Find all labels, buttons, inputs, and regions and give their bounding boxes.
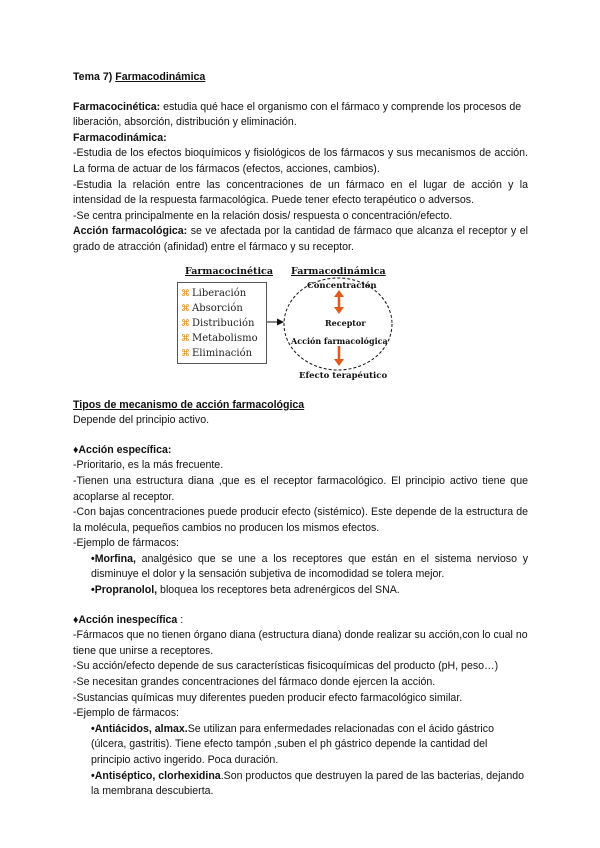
accion-farmacologica-text: se ve afectada por la cantidad de fármaco que alcanza el receptor y el grado de atracción (afinidad) entre el fármaco y su receptor. — [73, 225, 528, 253]
accion-inespecifica-section — [73, 613, 528, 800]
diagram-receptor: Receptor — [325, 317, 366, 328]
inespecifica-line: -Su acción/efecto depende de sus características fisicoquímicas del producto (pH, peso…) — [73, 660, 499, 673]
example-name: •Antiácidos, almax. — [91, 722, 188, 735]
accion-farmacologica-paragraph — [73, 224, 528, 255]
diagram-concentration: Concentración — [307, 280, 377, 291]
bullet-icon: ⌘ — [181, 348, 190, 359]
accion-especifica-section — [73, 443, 528, 599]
inespecifica-example — [73, 769, 528, 800]
tipos-subtitle: Depende del principio activo. — [73, 414, 210, 427]
example-text: bloquea los receptores beta adrenérgicos del SNA. — [157, 584, 400, 597]
fd-line: -Estudia la relación entre las concentraciones de un fármaco en el lugar de acción y la intensidad de la respuesta farmacológica. Puede tener efecto terapéutico o adversos. — [73, 178, 528, 207]
especifica-example — [73, 552, 528, 583]
farmacodinamica-label: Farmacodinámica: — [73, 131, 167, 144]
title-prefix: Tema 7) — [73, 71, 113, 83]
accion-inespecifica-title: ♦Acción inespecífica — [73, 613, 178, 626]
example-text: Se utilizan para enfermedades relacionadas con el ácido gástrico (úlcera, gastritis). Tiene efecto tampón ,suben el ph gástrico depende la cantidad del principio activo ingerido. Poca duración. — [91, 722, 494, 766]
bullet-icon: ⌘ — [181, 333, 190, 344]
diagram-effect: Efecto terapéutico — [299, 370, 388, 381]
accion-inespecifica-title-suffix: : — [177, 613, 184, 626]
diagram-left-item-label: Eliminación — [192, 347, 253, 359]
farmacocinetica-paragraph — [73, 100, 528, 131]
bullet-icon: ⌘ — [181, 288, 190, 299]
example-name: •Propranolol, — [91, 584, 158, 597]
example-text: .Son productos que destruyen la pared de las bacterias, dejando la membrana descubierta. — [91, 769, 524, 798]
accion-especifica-title: ♦Acción específica: — [73, 443, 172, 456]
inespecifica-line: -Ejemplo de fármacos: — [73, 707, 179, 720]
bullet-icon: ⌘ — [181, 318, 190, 329]
pharmacology-diagram — [73, 262, 528, 394]
especifica-example — [73, 583, 528, 599]
example-name: •Morfina, — [91, 552, 136, 565]
inespecifica-example — [73, 722, 528, 769]
inespecifica-line: -Sustancias químicas muy diferentes pueden producir efecto farmacológico similar. — [73, 691, 463, 704]
especifica-line: -Prioritario, es la más frecuente. — [73, 459, 224, 472]
farmacocinetica-label: Farmacocinética: — [73, 100, 161, 113]
fd-line: -Se centra principalmente en la relación dosis/ respuesta o concentración/efecto. — [73, 209, 453, 222]
tipos-title: Tipos de mecanismo de acción farmacológica — [73, 398, 305, 411]
page-title — [73, 70, 528, 86]
inespecifica-line: -Se necesitan grandes concentraciones del fármaco donde ejercen la acción. — [73, 676, 436, 689]
diagram-left-item-label: Absorción — [192, 302, 243, 314]
especifica-line: -Con bajas concentraciones puede producir efecto (sistémico). Este depende de la estructura de la molécula, pequeños cambios no producen los mismos efectos. — [73, 506, 528, 534]
document-page — [73, 70, 528, 800]
title-main: Farmacodinámica — [115, 71, 206, 83]
especifica-line: -Ejemplo de fármacos: — [73, 537, 179, 550]
example-text: analgésico que se une a los receptores que están en el sistema nervioso y disminuye el dolor y la sensación subjetiva de incomodidad se tolera mejor. — [91, 552, 528, 581]
diagram-action: Acción farmacológica — [291, 335, 388, 346]
diagram-left-item-label: Metabolismo — [192, 332, 258, 344]
farmacocinetica-text: estudia qué hace el organismo con el fármaco y comprende los procesos de liberación, absorción, distribución y eliminación. — [73, 100, 522, 129]
inespecifica-line: -Fármacos que no tienen órgano diana (estructura diana) donde realizar su acción,con lo cual no tiene que unirse a receptores. — [73, 629, 528, 657]
example-name: •Antiséptico, clorhexidina — [91, 769, 221, 782]
accion-inespecifica-heading — [73, 613, 528, 629]
diagram-left-item-label: Distribución — [192, 317, 255, 329]
especifica-line: -Tienen una estructura diana ,que es el receptor farmacológico. El principio activo tiene que acoplarse al receptor. — [73, 474, 528, 503]
fd-line: -Estudia de los efectos bioquímicos y fisiológicos de los fármacos y sus mecanismos de acción. La forma de actuar de los fármacos (efectos, acciones, cambios). — [73, 147, 528, 175]
diagram-right-title: Farmacodinámica — [291, 265, 386, 277]
diagram-left-item-label: Liberación — [192, 287, 247, 299]
diagram-left-title: Farmacocinética — [185, 265, 273, 277]
accion-farmacologica-label: Acción farmacológica: — [73, 225, 188, 238]
bullet-icon: ⌘ — [181, 303, 190, 314]
